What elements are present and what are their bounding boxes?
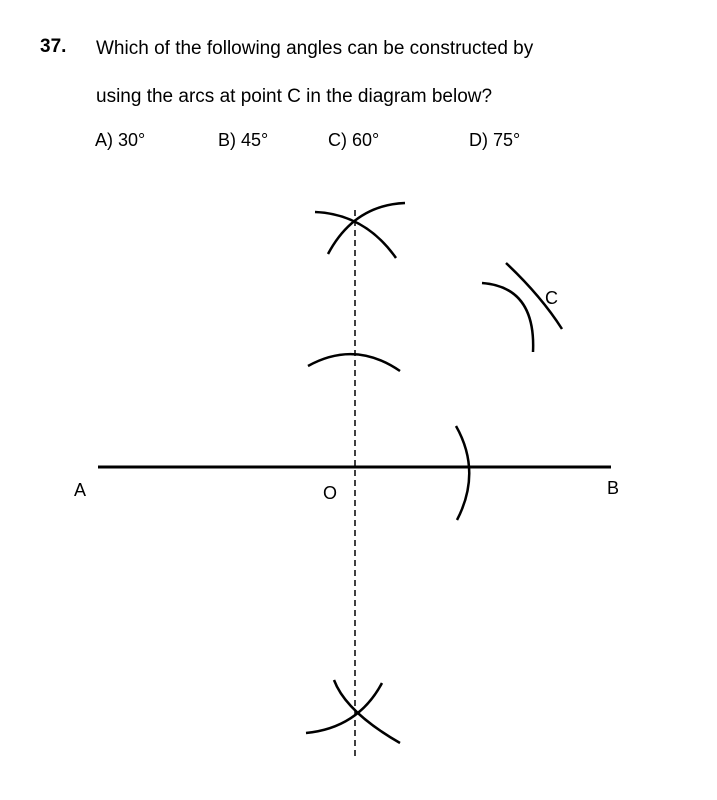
question-text-line-1: Which of the following angles can be constructed by: [96, 38, 534, 59]
c-arc-horizontal: [482, 283, 533, 352]
point-label-c: C: [545, 288, 558, 308]
option-b[interactable]: B) 45°: [218, 130, 269, 150]
bottom-arc-left: [334, 680, 400, 743]
middle-arc: [308, 354, 400, 371]
question-text-line-2: using the arcs at point C in the diagram below?: [96, 86, 493, 107]
bottom-arc-right: [306, 683, 382, 733]
question-number: 37.: [40, 36, 67, 57]
option-d[interactable]: D) 75°: [469, 130, 521, 150]
option-c[interactable]: C) 60°: [328, 130, 380, 150]
point-label-o: O: [323, 483, 338, 503]
point-label-a: A: [74, 480, 87, 500]
point-label-b: B: [607, 478, 620, 498]
option-a[interactable]: A) 30°: [95, 130, 146, 150]
right-arc-on-ab: [456, 426, 469, 520]
